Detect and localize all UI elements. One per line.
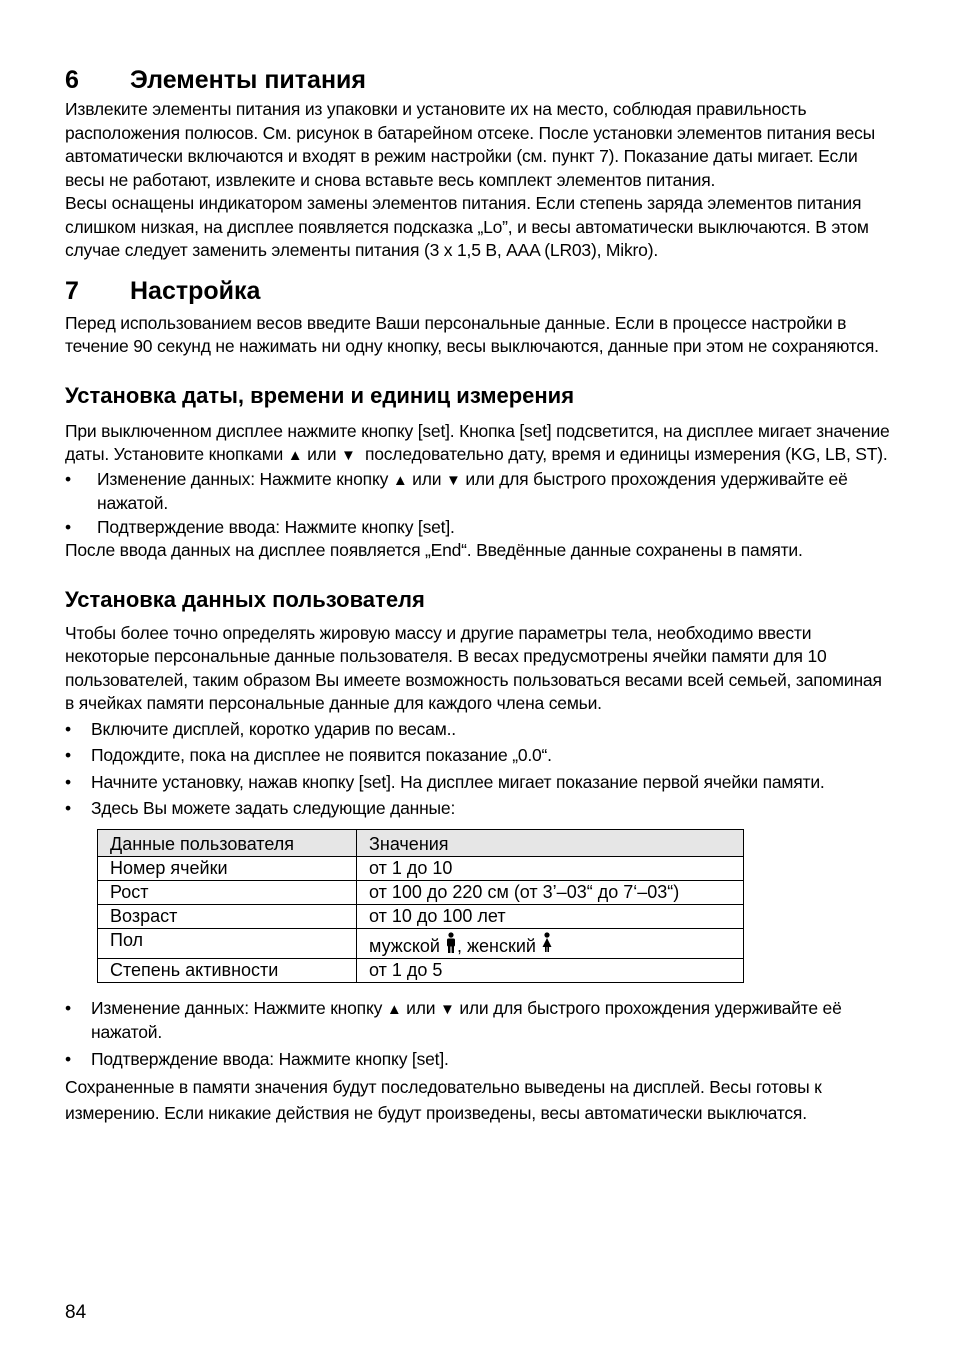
list-item: • Подождите, пока на дисплее не появится показание „0.0“.	[65, 744, 890, 768]
bullet-icon: •	[65, 468, 71, 489]
list-item: • Изменение данных: Нажмите кнопку ▲ или ▼ или для быстрого прохождения удерживайте её нажатой.	[65, 468, 848, 513]
table-cell: мужской , женский	[357, 928, 744, 958]
bullet-list	[65, 718, 890, 821]
table-row	[98, 856, 744, 880]
down-arrow-icon: ▼	[440, 1000, 455, 1018]
bullet-icon: •	[65, 718, 71, 739]
section-title: Настройка	[130, 276, 261, 305]
section-6-heading	[65, 62, 890, 98]
bullet-icon: •	[65, 516, 71, 537]
up-arrow-icon: ▲	[287, 447, 303, 464]
bullet-icon: •	[65, 798, 71, 818]
table-row	[98, 880, 744, 904]
table-cell: Пол	[98, 928, 357, 958]
bullet-list	[65, 468, 890, 540]
section-title: Элементы питания	[130, 66, 366, 94]
user-data-table	[97, 829, 744, 983]
list-item: • Изменение данных: Нажмите кнопку ▲ или ▼ или для быстрого прохождения удерживайте её нажатой.	[65, 997, 842, 1042]
bullet-icon: •	[65, 1048, 71, 1069]
paragraph: При выключенном дисплее нажмите кнопку [set]. Кнопка [set] подсветится, на дисплее мигает значение даты. Установите кнопками ▲ или ▼ последовательно дату, время и единицы измерения (KG, LB, ST).	[65, 420, 890, 464]
bullet-list	[65, 997, 890, 1072]
bullet-icon: •	[65, 997, 71, 1018]
table-header-cell: Данные пользователя	[98, 829, 357, 856]
list-item: • Здесь Вы можете задать следующие данные:	[65, 797, 890, 821]
table-cell: Рост	[98, 880, 357, 904]
paragraph: Сохраненные в памяти значения будут последовательно выведены на дисплей. Весы готовы к измерению. Если никакие действия не будут произведены, весы автоматически выключатся.	[65, 1077, 822, 1123]
list-item: • Начните установку, нажав кнопку [set]. На дисплее мигает показание первой ячейки памяти.	[65, 771, 890, 795]
subsection-heading-datetime: Установка даты, времени и единиц измерения	[65, 382, 575, 408]
section-number: 7	[65, 276, 79, 305]
table-cell: Степень активности	[98, 958, 357, 982]
list-item: • Подтверждение ввода: Нажмите кнопку [set].	[65, 516, 890, 540]
female-icon	[541, 932, 553, 954]
paragraph: После ввода данных на дисплее появляется „End“. Введённые данные сохранены в памяти.	[65, 540, 803, 560]
section-7-heading	[65, 273, 890, 309]
table-header-cell: Значения	[357, 829, 744, 856]
list-item: • Включите дисплей, коротко ударив по весам..	[65, 718, 890, 742]
list-item: • Подтверждение ввода: Нажмите кнопку [set].	[65, 1048, 890, 1072]
page-number: 84	[65, 1302, 87, 1323]
table-row	[98, 928, 744, 958]
section-number: 6	[65, 66, 79, 94]
paragraph: Чтобы более точно определять жировую массу и другие параметры тела, необходимо ввести некоторые персональные данные пользователя. В весах предусмотрены ячейки памяти для 10 пользователей, таким образом Вы имеете возможность пользоваться весами всей семьей, запоминая в ячейках памяти персональные данные для каждого члена семьи.	[65, 622, 882, 713]
subsection-heading-user: Установка данных пользователя	[65, 586, 425, 612]
bullet-icon: •	[65, 771, 71, 792]
paragraph: Весы оснащены индикатором замены элементов питания. Если степень заряда элементов питания слишком низкая, на дисплее появляется подсказка „Lo”, и весы автоматически выключаются. В этом случае следует заменить элементы питания (3 x 1,5 В, AAA (LR03), Mikro).	[65, 193, 869, 260]
table-cell: Возраст	[98, 904, 357, 928]
up-arrow-icon: ▲	[392, 471, 408, 489]
table-cell: от 100 до 220 см (от 3’–03“ до 7‘–03“)	[357, 880, 744, 904]
paragraph: Перед использованием весов введите Ваши персональные данные. Если в процессе настройки в течение 90 секунд не нажимать ни одну кнопку, весы выключаются, данные при этом не сохраняются.	[65, 312, 879, 356]
table-cell: Номер ячейки	[98, 856, 357, 880]
table-header-row	[98, 829, 744, 856]
male-icon	[445, 932, 457, 954]
table-cell: от 10 до 100 лет	[357, 904, 744, 928]
manual-page	[65, 62, 890, 1126]
table-cell: от 1 до 10	[357, 856, 744, 880]
down-arrow-icon: ▼	[446, 471, 461, 489]
table-row	[98, 904, 744, 928]
table-cell: от 1 до 5	[357, 958, 744, 982]
paragraph: Извлеките элементы питания из упаковки и установите их на место, соблюдая правильность расположения полюсов. См. рисунок в батарейном отсеке. После установки элементов питания весы автоматически включаются и входят в режим настройки (см. пункт 7). Показание даты мигает. Если весы не работают, извлеките и снова вставьте весь комплект элементов питания.	[65, 99, 876, 190]
down-arrow-icon: ▼	[340, 447, 356, 464]
table-row	[98, 958, 744, 982]
up-arrow-icon: ▲	[386, 1000, 402, 1018]
bullet-icon: •	[65, 745, 71, 765]
